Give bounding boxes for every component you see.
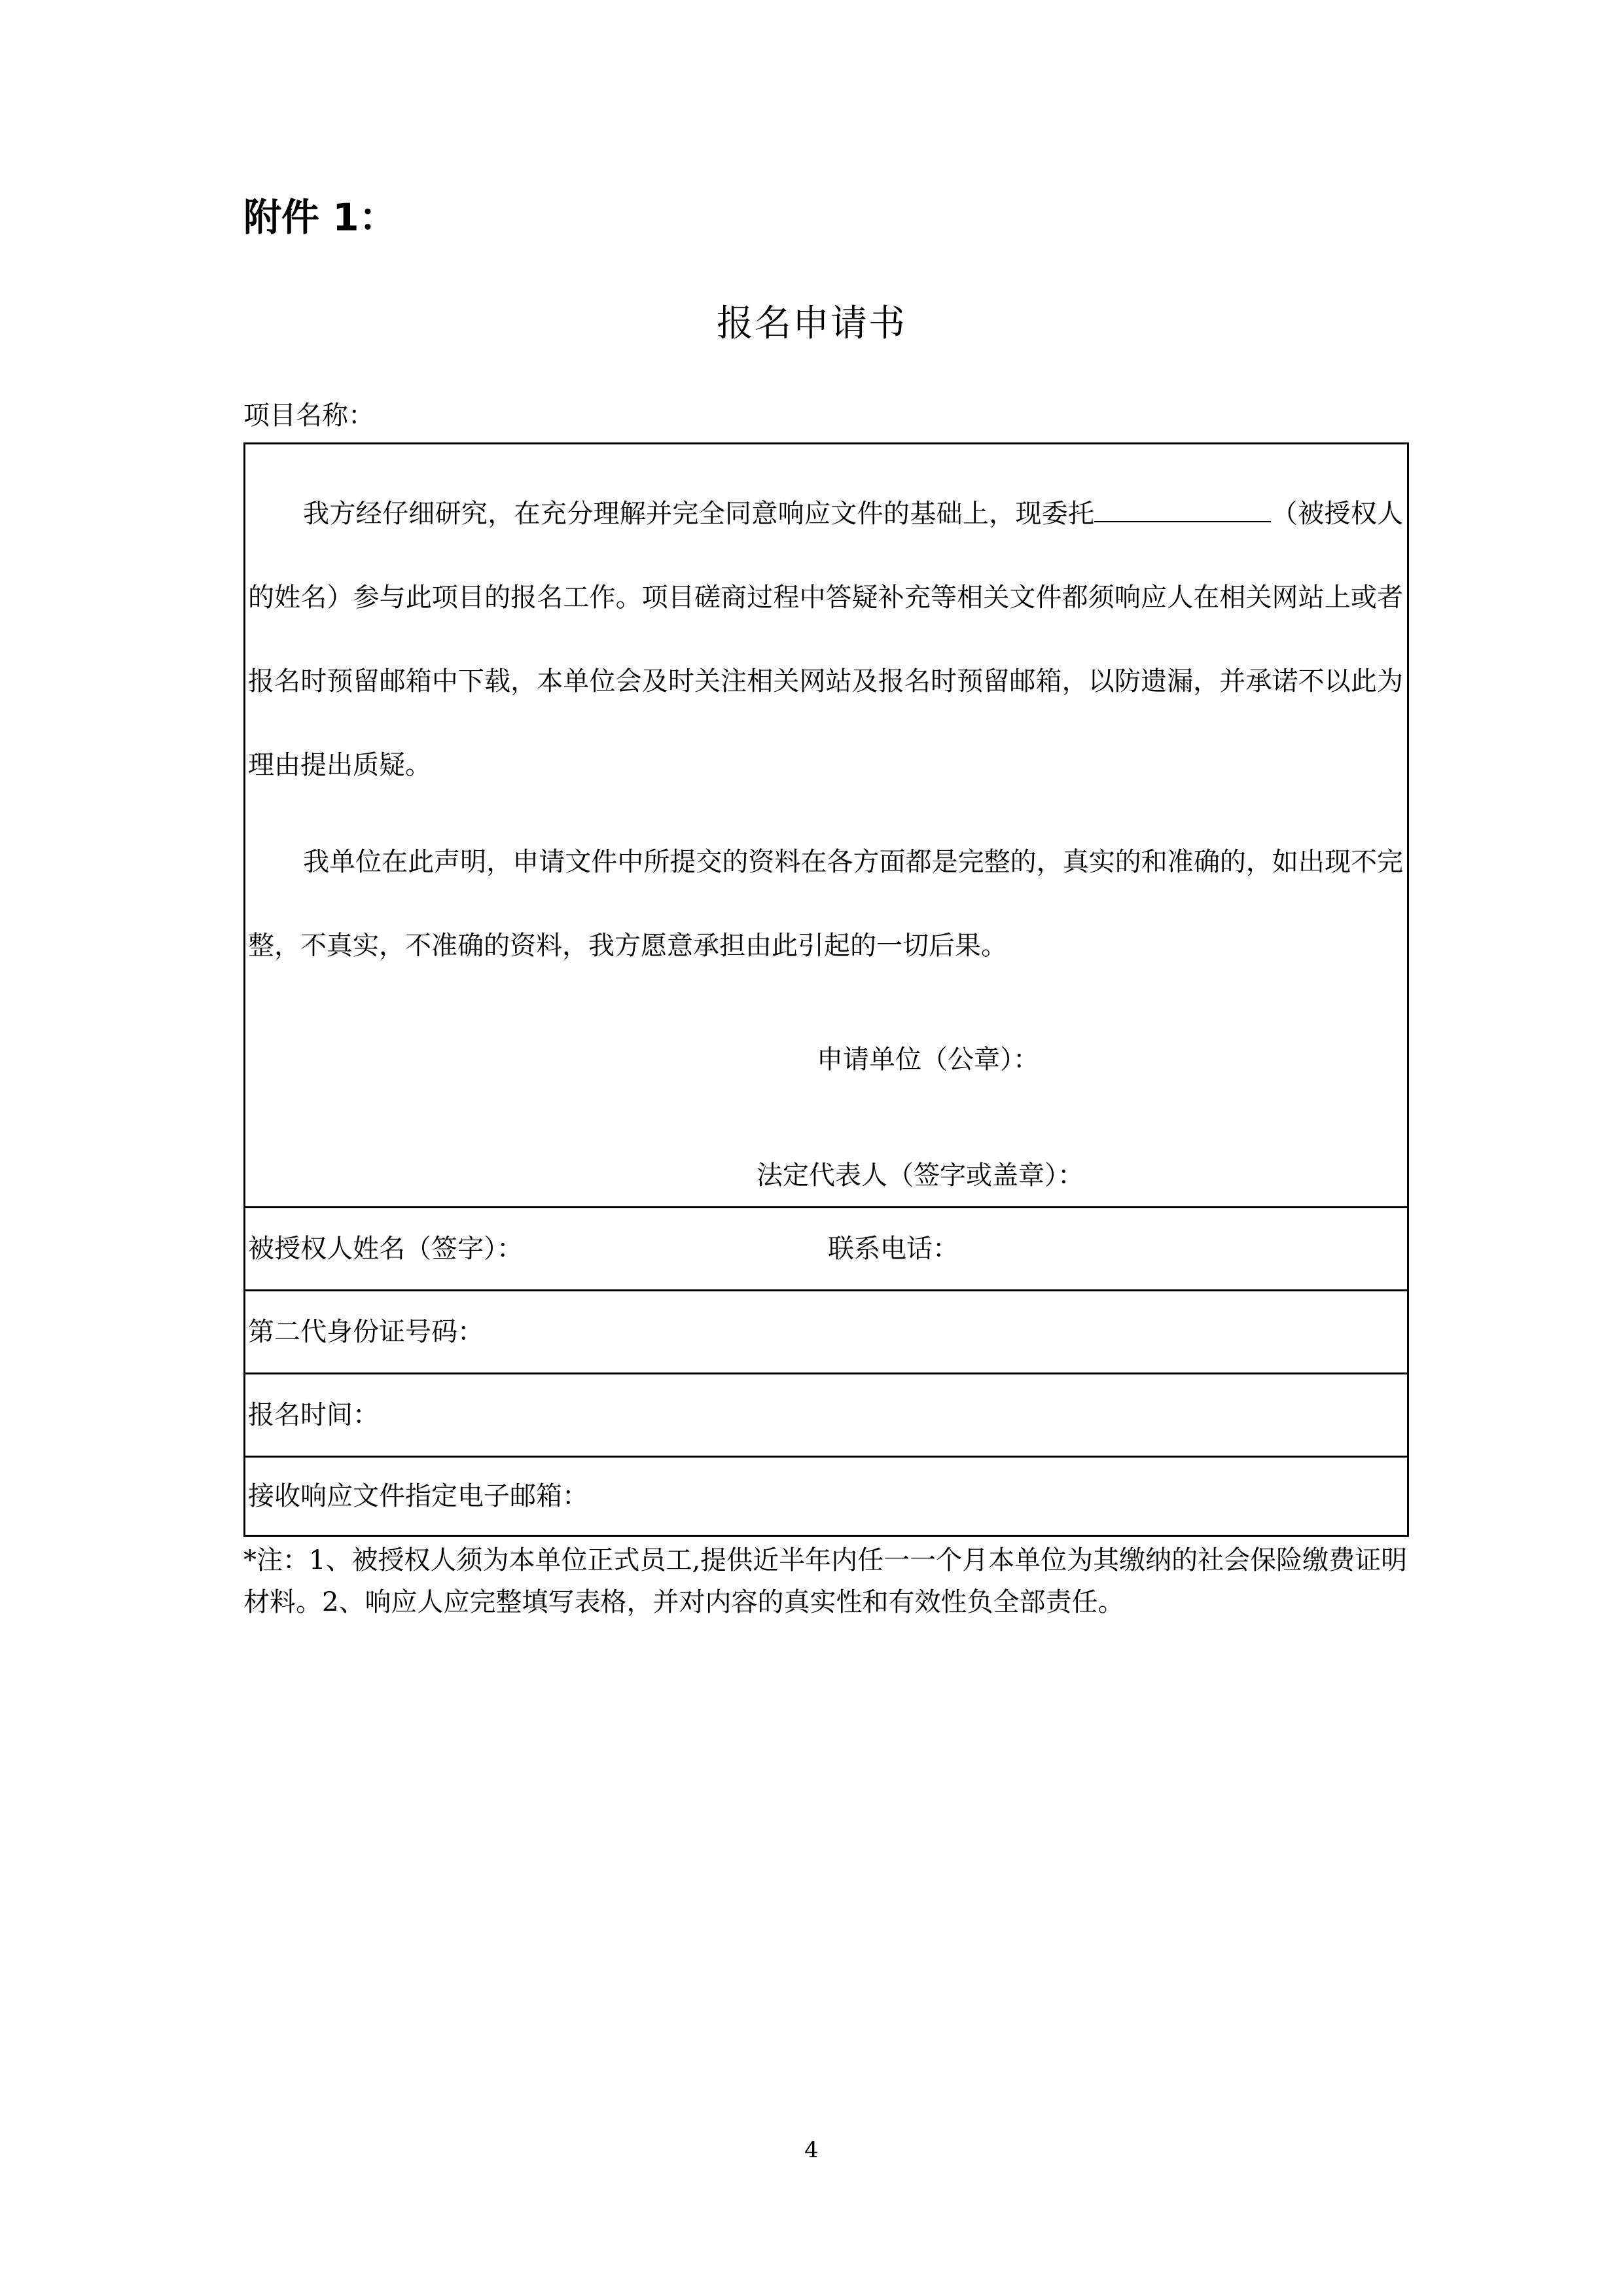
attachment-label: 附件 1： <box>243 195 397 240</box>
authorized-person-blank[interactable] <box>1094 497 1271 522</box>
paragraph-1-lead-text: 我方经仔细研究，在充分理解并完全同意响应文件的基础上，现委托 <box>303 499 1095 529</box>
paragraph-1-trail-text: （被授权人的姓名）参与此项目的报名工作。项目磋商过程中答疑补充等相关文件都须响应人在相关网站上或者报名时预留邮箱中下载，本单位会及时关注相关网站及报名时预留邮箱，以防遗漏，并承诺不以此为理由提出质疑。 <box>248 499 1404 780</box>
authorized-person-row <box>245 1206 1407 1289</box>
declaration-paragraph-2: 我单位在此声明，申请文件中所提交的资料在各方面都是完整的，真实的和准确的，如出现不完整，不真实，不准确的资料，我方愿意承担由此引起的一切后果。 <box>248 847 1403 961</box>
declaration-paragraph-1 <box>248 472 1403 807</box>
registration-time-label: 报名时间： <box>248 1400 379 1430</box>
footnote: *注：1、被授权人须为本单位正式员工,提供近半年内任一一个月本单位为其缴纳的社会保险缴费证明材料。2、响应人应完整填写表格，并对内容的真实性和有效性负全部责任。 <box>243 1545 1408 1617</box>
id-number-row <box>245 1289 1407 1372</box>
declaration-cell <box>245 444 1407 1206</box>
page-number: 4 <box>804 2137 819 2163</box>
registration-time-row <box>245 1372 1407 1456</box>
legal-representative-signature-label: 法定代表人（签字或盖章）： <box>757 1160 1084 1191</box>
applicant-unit-seal-label: 申请单位（公章）： <box>817 1045 1039 1075</box>
project-name-label: 项目名称： <box>243 401 374 431</box>
designated-email-label: 接收响应文件指定电子邮箱： <box>248 1481 588 1511</box>
authorized-person-name-label: 被授权人姓名（签字）： <box>248 1234 523 1264</box>
id-number-label: 第二代身份证号码： <box>248 1317 484 1347</box>
email-row <box>245 1456 1407 1535</box>
document-title: 报名申请书 <box>717 302 906 345</box>
contact-phone-label: 联系电话： <box>828 1234 959 1264</box>
application-form-table <box>243 442 1409 1537</box>
